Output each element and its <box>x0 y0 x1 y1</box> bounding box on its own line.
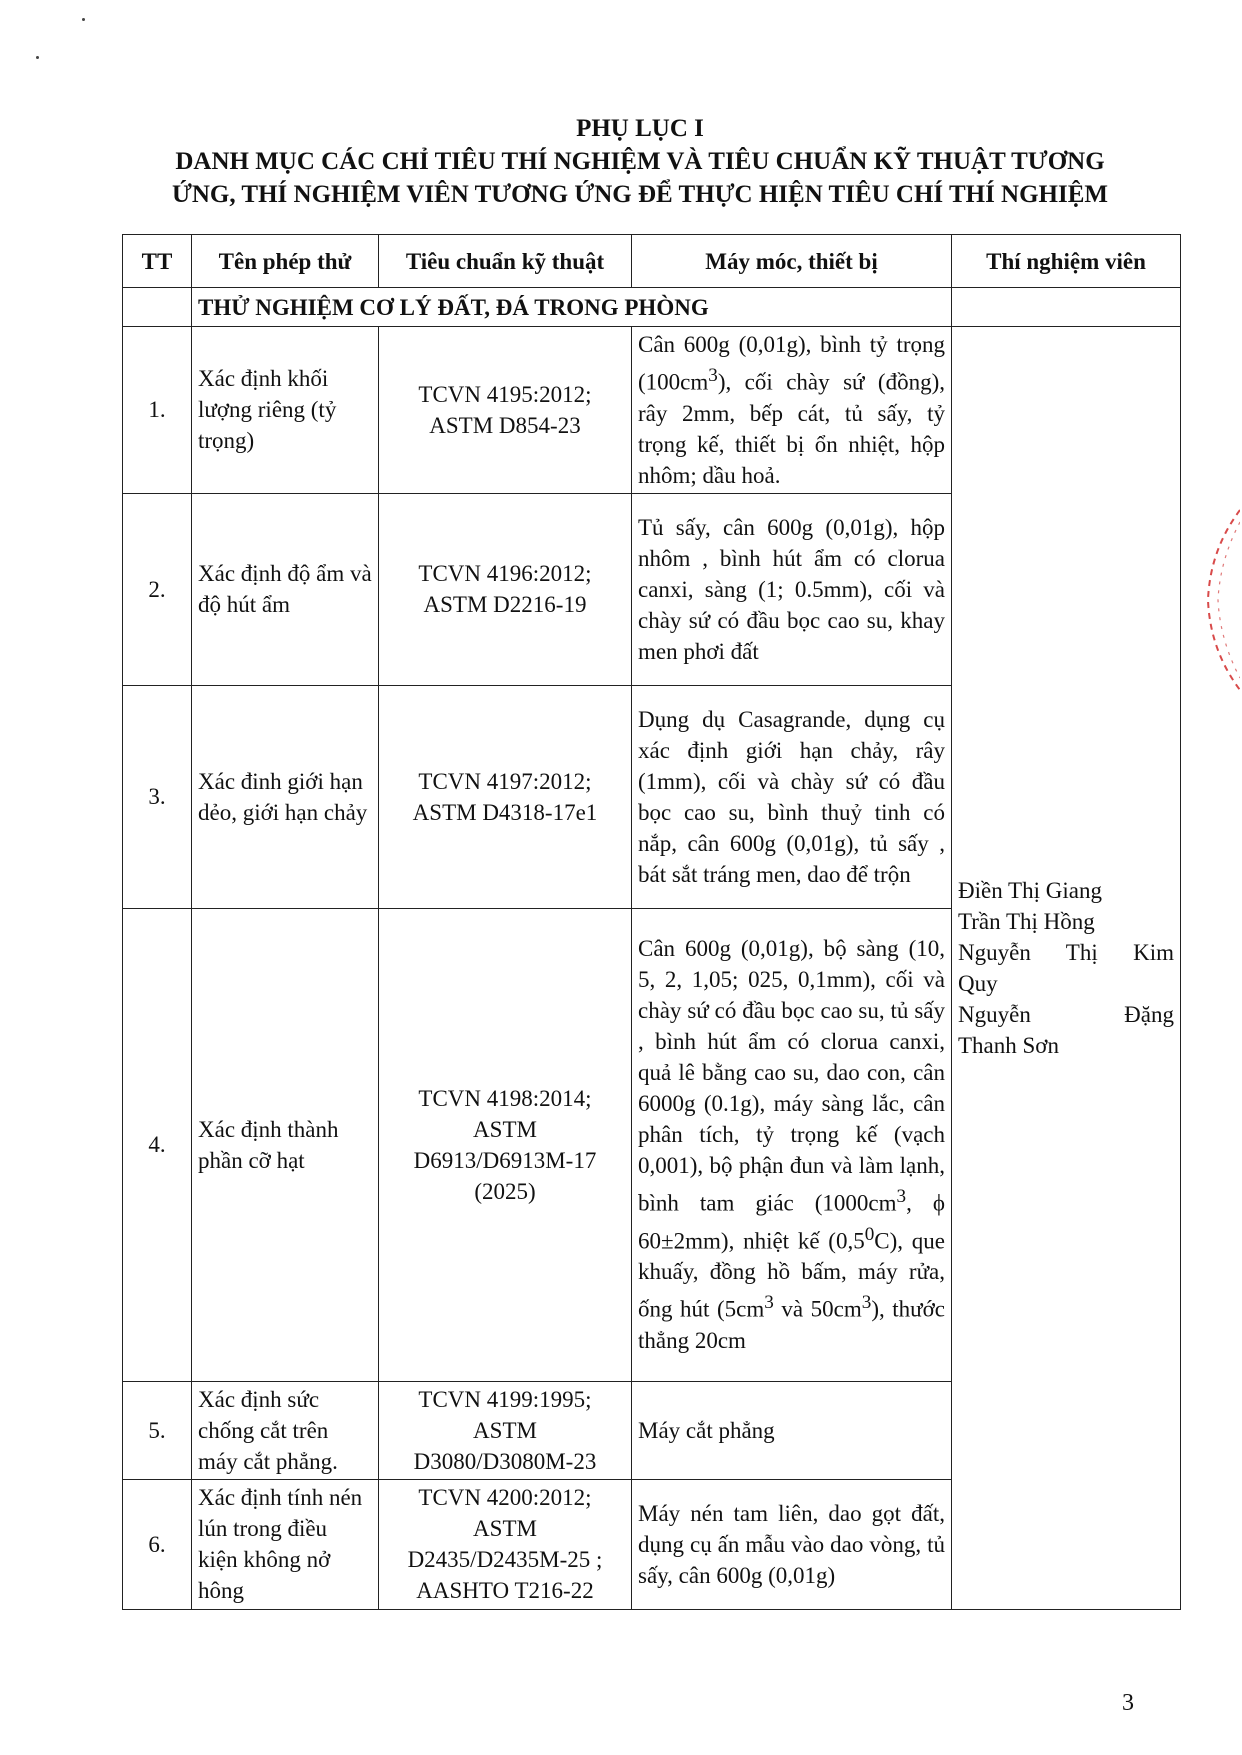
tester-name: Điền Thị Giang <box>958 877 1102 903</box>
equipment-text: , ϕ 60±2mm), nhiệt kế (0,5 <box>638 1190 945 1254</box>
tester-name: Thanh Sơn <box>958 1032 1059 1058</box>
standard-line: ASTM <box>473 1417 537 1443</box>
standard-line: TCVN 4197:2012; <box>418 768 592 794</box>
equipment-cell: Máy nén tam liên, dao gọt đất, dụng cụ ấn mẫu vào dao vòng, tủ sấy, cân 600g (0,01g) <box>632 1479 952 1609</box>
standard-line: ASTM <box>473 1516 537 1542</box>
heading-line-2: DANH MỤC CÁC CHỈ TIÊU THÍ NGHIỆM VÀ TIÊU CHUẨN KỸ THUẬT TƯƠNG <box>175 148 1105 175</box>
standard-line: D6913/D6913M-17 <box>413 1147 597 1173</box>
test-name: Xác đinh giới hạn dẻo, giới hạn chảy <box>192 685 379 908</box>
superscript: 3 <box>896 1186 907 1208</box>
standard-cell <box>379 908 632 1381</box>
row-number: 3. <box>123 685 192 908</box>
tester-name: Nguyễn Đặng <box>958 1001 1174 1027</box>
scan-speck <box>36 56 39 59</box>
equipment-cell: Tủ sấy, cân 600g (0,01g), hộp nhôm , bình hút ẩm có clorua canxi, sàng (1; 0.5mm), cối và chày sứ có đầu bọc cao su, khay men phơi đất <box>632 493 952 685</box>
table-header-row <box>123 235 1181 288</box>
section-tt-cell <box>123 288 192 327</box>
test-name: Xác định độ ẩm và độ hút ẩm <box>192 493 379 685</box>
superscript: 0 <box>864 1223 875 1245</box>
standard-cell <box>379 493 632 685</box>
equipment-cell: Dụng dụ Casagrande, dụng cụ xác định giới hạn chảy, rây (1mm), cối và chày sứ có đầu bọc cao su, bình thuỷ tinh có nắp, cân 600g (0,01g), tủ sấy , bát sắt tráng men, dao để trộn <box>632 685 952 908</box>
header-test-name: Tên phép thử <box>192 235 379 288</box>
heading-line-3: ỨNG, THÍ NGHIỆM VIÊN TƯƠNG ỨNG ĐỂ THỰC HIỆN TIÊU CHÍ THÍ NGHIỆM <box>171 181 1109 208</box>
standard-line: D3080/D3080M-23 <box>413 1448 597 1474</box>
standard-cell <box>379 685 632 908</box>
header-tester: Thí nghiệm viên <box>952 235 1181 288</box>
header-tt: TT <box>123 235 192 288</box>
equipment-text: Cân 600g (0,01g), bộ sàng (10, 5, 2, 1,05; 025, 0,1mm), cối và chày sứ có đầu bọc cao su, tủ sấy , bình hút ẩm có clorua canxi, quả lê bằng cao su, dao con, cân 6000g (0.1g), máy sàng lắc, cân phân tích, tỷ trọng kế (vạch 0,001), bộ phận đun và làm lạnh, bình tam giác (1000cm <box>638 936 945 1216</box>
standard-line: TCVN 4196:2012; <box>418 561 592 587</box>
standard-cell <box>379 1381 632 1479</box>
row-number: 5. <box>123 1381 192 1479</box>
standard-line: TCVN 4199:1995; <box>418 1386 592 1412</box>
tester-name: Trần Thị Hồng <box>958 908 1095 934</box>
standard-line: ASTM D854-23 <box>429 412 581 438</box>
header-standard: Tiêu chuẩn kỹ thuật <box>379 235 632 288</box>
superscript: 3 <box>861 1292 872 1314</box>
standard-line: TCVN 4195:2012; <box>418 381 592 407</box>
header-equipment: Máy móc, thiết bị <box>632 235 952 288</box>
standard-cell <box>379 327 632 494</box>
standard-line: ASTM D2216-19 <box>423 592 587 618</box>
tester-name: Quy <box>958 970 998 996</box>
appendix-title: PHỤ LỤC I <box>576 115 704 142</box>
equipment-cell <box>632 327 952 494</box>
red-stamp-edge <box>1200 500 1240 700</box>
standard-line: (2025) <box>474 1178 536 1204</box>
scan-speck <box>82 18 85 21</box>
test-standards-table <box>122 234 1181 1610</box>
standard-line: TCVN 4198:2014; <box>418 1085 592 1111</box>
equipment-cell: Máy cắt phẳng <box>632 1381 952 1479</box>
equipment-text: Cân 600g (0,01g), bình tỷ trọng (100cm <box>638 332 945 395</box>
standard-line: D2435/D2435M-25 ; <box>407 1547 603 1573</box>
test-name: Xác định khối lượng riêng (tỷ trọng) <box>192 327 379 494</box>
document-heading <box>120 112 1160 211</box>
superscript: 3 <box>764 1292 774 1314</box>
tester-name: Nguyễn Thị Kim <box>958 939 1174 965</box>
test-name: Xác định thành phần cỡ hạt <box>192 908 379 1381</box>
test-name: Xác định sức chống cắt trên máy cắt phẳng. <box>192 1381 379 1479</box>
standard-line: ASTM <box>473 1116 537 1142</box>
standard-line: ASTM D4318-17e1 <box>412 799 598 825</box>
section-row <box>123 288 1181 327</box>
equipment-text: và 50cm <box>773 1297 862 1323</box>
standard-line: TCVN 4200:2012; <box>418 1485 592 1511</box>
tester-cell <box>952 327 1181 1610</box>
equipment-text: ), thước thẳng 20cm <box>638 1297 945 1354</box>
equipment-cell <box>632 908 952 1381</box>
equipment-text: C), que khuấy, đồng hồ bấm, máy rửa, ống hút (5cm <box>638 1228 945 1323</box>
standard-line: AASHTO T216-22 <box>416 1578 594 1604</box>
equipment-text: ), cối chày sứ (đồng), rây 2mm, bếp cát, tủ sấy, tỷ trọng kế, thiết bị ổn nhiệt, hộp nhôm; dầu hoả. <box>638 369 945 488</box>
test-name: Xác định tính nén lún trong điều kiện không nở hông <box>192 1479 379 1609</box>
page-number: 3 <box>1122 1690 1134 1716</box>
row-number: 4. <box>123 908 192 1381</box>
standard-cell <box>379 1479 632 1609</box>
row-number: 1. <box>123 327 192 494</box>
row-number: 2. <box>123 493 192 685</box>
section-title: THỬ NGHIỆM CƠ LÝ ĐẤT, ĐÁ TRONG PHÒNG <box>192 288 952 327</box>
superscript: 3 <box>708 365 718 386</box>
row-number: 6. <box>123 1479 192 1609</box>
section-tester-cell <box>952 288 1181 327</box>
table-row <box>123 327 1181 494</box>
